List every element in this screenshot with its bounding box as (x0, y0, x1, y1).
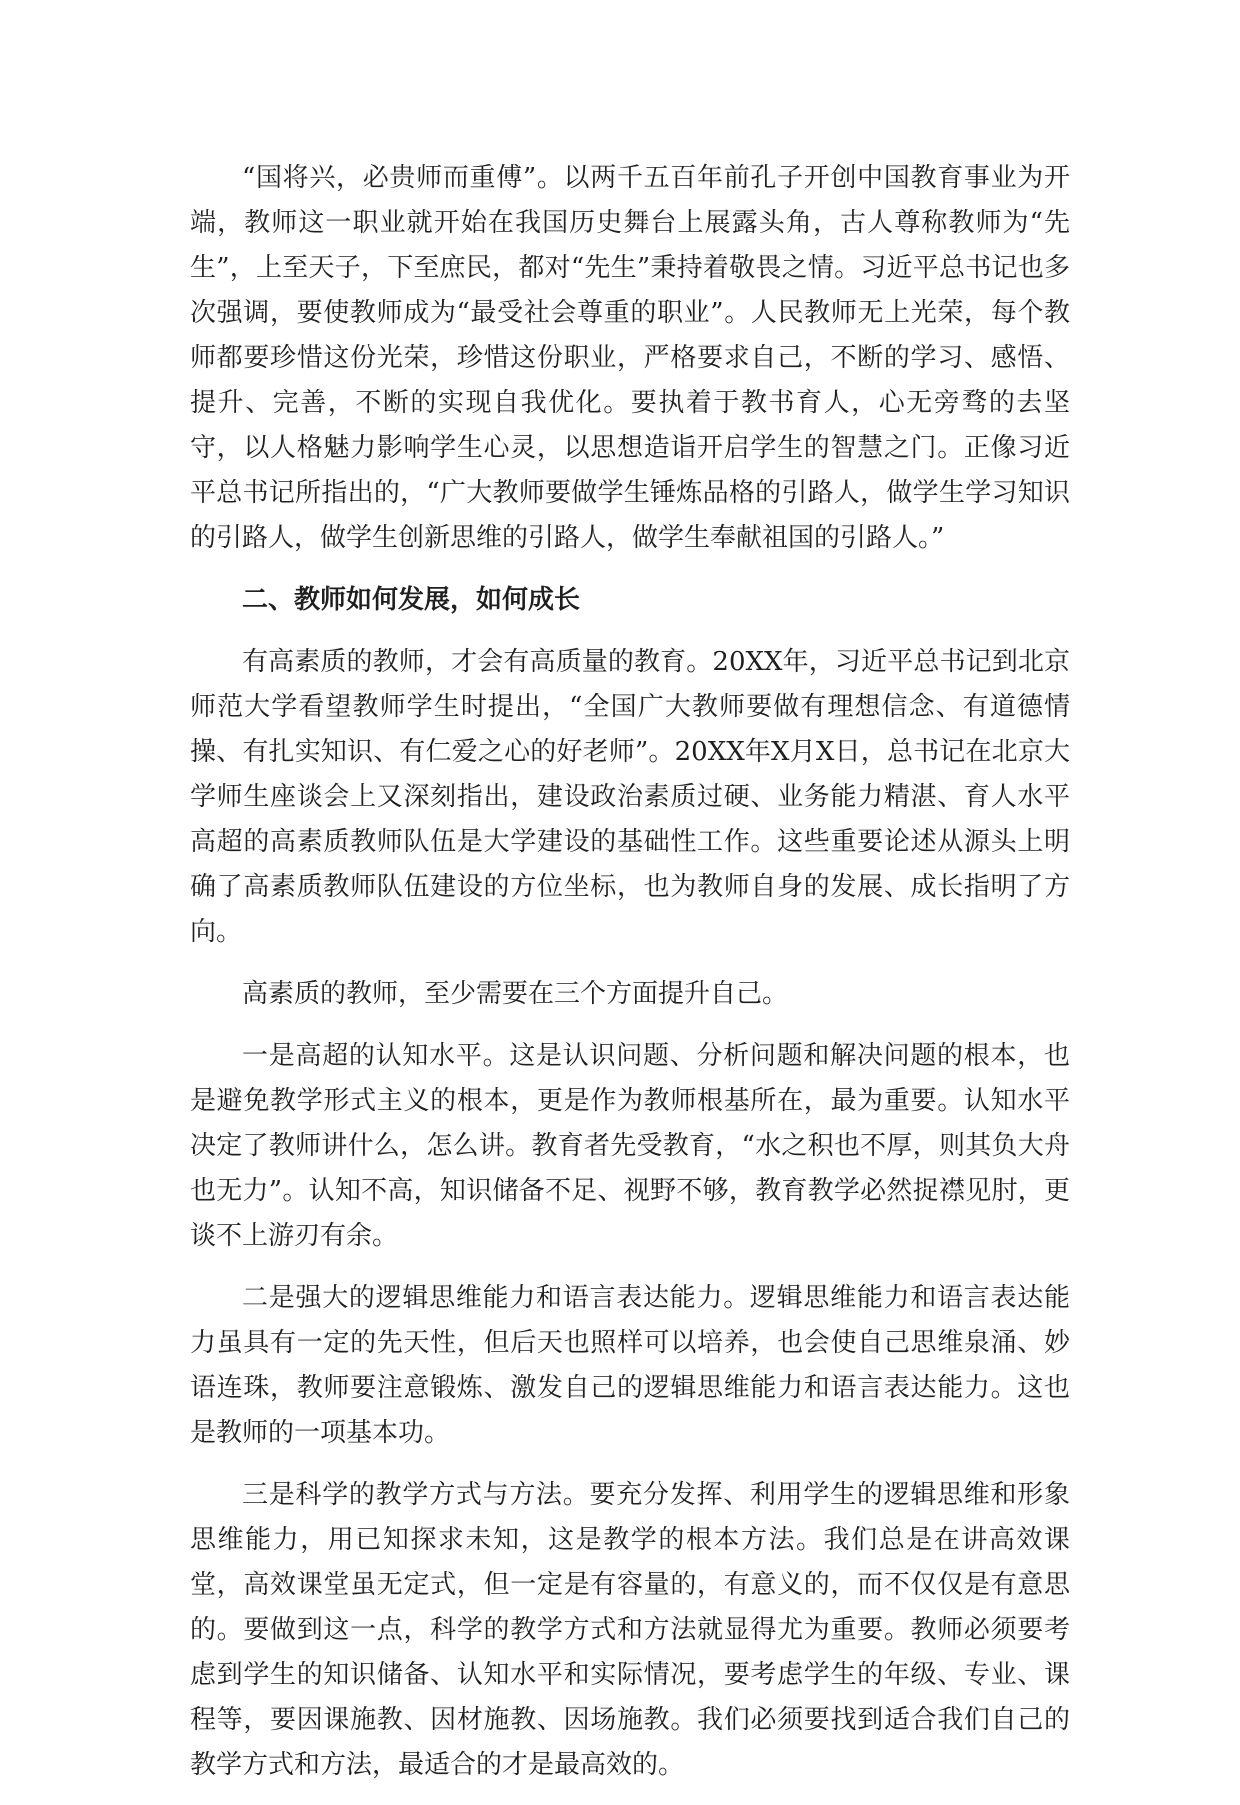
paragraph-teaching-methods: 三是科学的教学方式与方法。要充分发挥、利用学生的逻辑思维和形象思维能力，用已知探求未知，这是教学的根本方法。我们总是在讲高效课堂，高效课堂虽无定式，但一定是有容量的，有意义的，而不仅仅是有意思的。要做到这一点，科学的教学方式和方法就显得尤为重要。教师必须要考虑到学生的知识储备、认知水平和实际情况，要考虑学生的年级、专业、课程等，要因课施教、因材施教、因场施教。我们必须要找到适合我们自己的教学方式和方法，最适合的才是最高效的。 (190, 1480, 1070, 1780)
document-body (190, 156, 1070, 1805)
paragraph-logic-expression: 二是强大的逻辑思维能力和语言表达能力。逻辑思维能力和语言表达能力虽具有一定的先天性，但后天也照样可以培养，也会使自己思维泉涌、妙语连珠，教师要注意锻炼、激发自己的逻辑思维能力和语言表达能力。这也是教师的一项基本功。 (190, 1283, 1070, 1448)
paragraph-cognition: 一是高超的认知水平。这是认识问题、分析问题和解决问题的根本，也是避免教学形式主义的根本，更是作为教师根基所在，最为重要。认知水平决定了教师讲什么，怎么讲。教育者先受教育，“水之积也不厚，则其负大舟也无力”。认知不高，知识储备不足、视野不够，教育教学必然捉襟见肘，更谈不上游刃有余。 (190, 1041, 1070, 1251)
paragraph-high-quality-teachers: 有高素质的教师，才会有高质量的教育。20XX年，习近平总书记到北京师范大学看望教师学生时提出，“全国广大教师要做有理想信念、有道德情操、有扎实知识、有仁爱之心的好老师”。20XX年X月X日，总书记在北京大学师生座谈会上又深刻指出，建设政治素质过硬、业务能力精湛、育人水平高超的高素质教师队伍是大学建设的基础性工作。这些重要论述从源头上明确了高素质教师队伍建设的方位坐标，也为教师自身的发展、成长指明了方向。 (190, 647, 1070, 947)
paragraph-teacher-honor: “国将兴，必贵师而重傅”。以两千五百年前孔子开创中国教育事业为开端，教师这一职业就开始在我国历史舞台上展露头角，古人尊称教师为“先生”，上至天子，下至庶民，都对“先生”秉持着敬畏之情。习近平总书记也多次强调，要使教师成为“最受社会尊重的职业”。人民教师无上光荣，每个教师都要珍惜这份光荣，珍惜这份职业，严格要求自己，不断的学习、感悟、提升、完善，不断的实现自我优化。要执着于教书育人，心无旁骛的去坚守，以人格魅力影响学生心灵，以思想造诣开启学生的智慧之门。正像习近平总书记所指出的，“广大教师要做学生锤炼品格的引路人，做学生学习知识的引路人，做学生创新思维的引路人，做学生奉献祖国的引路人。” (190, 163, 1070, 553)
paragraph-three-aspects: 高素质的教师，至少需要在三个方面提升自己。 (242, 979, 789, 1009)
section-heading: 二、教师如何发展，如何成长 (242, 585, 581, 615)
